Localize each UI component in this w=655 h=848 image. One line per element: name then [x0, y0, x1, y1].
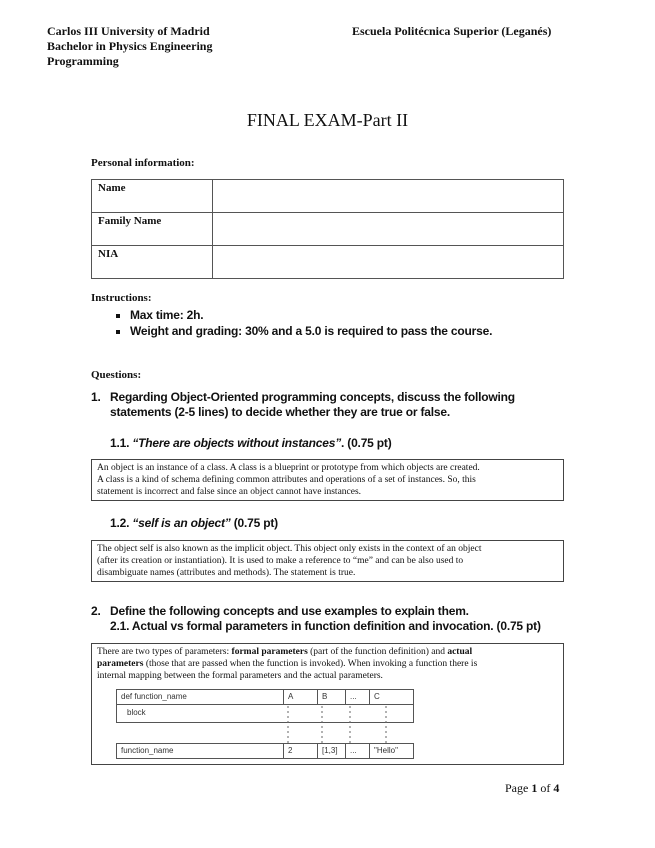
function-invocation-box [116, 743, 414, 759]
question-1-2-statement: “self is an object” [132, 516, 231, 530]
instructions-heading: Instructions: [91, 292, 152, 304]
current-page: 1 [531, 781, 538, 795]
nia-field[interactable] [213, 246, 564, 279]
page-label: Page [505, 781, 532, 795]
def-function-name: def function_name [121, 692, 187, 701]
personal-info-table [91, 179, 564, 279]
actual-param-2: [1,3] [317, 744, 338, 758]
actual-term: actual [447, 647, 473, 657]
call-function-name: function_name [121, 746, 174, 755]
page-of: of [537, 781, 554, 795]
actual-param-1: 2 [283, 744, 292, 758]
question-1-1-statement: “There are objects without instances” [132, 436, 342, 450]
answer-1-1-line-3: statement is incorrect and false since an object cannot have instances. [97, 487, 362, 497]
school-name: Escuela Politécnica Superior (Leganés) [352, 24, 552, 38]
header-left [47, 24, 212, 69]
name-field[interactable] [213, 180, 564, 213]
family-name-label: Family Name [92, 213, 213, 246]
answer-1-2-box [91, 540, 564, 582]
answer-1-1-line-2: A class is a kind of schema defining common attributes and operations of a set of instances. So, this [97, 475, 476, 485]
question-1-text [110, 390, 515, 420]
table-row [92, 213, 564, 246]
question-1-number: 1. [91, 390, 101, 404]
answer-2-1-text-3: (those that are passed when the function is invoked). When invoking a function there is [143, 659, 478, 669]
question-1-1-points: . (0.75 pt) [341, 436, 392, 450]
personal-info-heading: Personal information: [91, 157, 195, 169]
answer-2-1-text-1: There are two types of parameters: [97, 647, 232, 657]
list-item: ▪ Max time: 2h. [130, 308, 492, 322]
formal-parameters-term: formal parameters [231, 647, 308, 657]
question-1-2-number: 1.2. [110, 516, 130, 530]
name-label: Name [92, 180, 213, 213]
answer-1-1-box [91, 459, 564, 501]
total-pages: 4 [553, 781, 560, 795]
question-1-1-number: 1.1. [110, 436, 130, 450]
answer-2-1-text-2: (part of the function definition) and [307, 647, 448, 657]
answer-2-1-line-1 [97, 646, 558, 658]
question-1-2-points: (0.75 pt) [230, 516, 278, 530]
question-2-text [110, 604, 541, 634]
question-2-1-heading: 2.1. Actual vs formal parameters in function definition and invocation. (0.75 pt) [110, 619, 541, 633]
answer-2-1-line-3: internal mapping between the formal parameters and the actual parameters. [97, 671, 383, 681]
formal-param-a: A [283, 690, 293, 704]
question-2-number: 2. [91, 604, 101, 618]
table-row [92, 180, 564, 213]
parameters-term: parameters [97, 659, 144, 669]
answer-1-2-line-3: disambiguate names (attributes and methods). The statement is true. [97, 568, 356, 578]
question-2-line-1: Define the following concepts and use examples to explain them. [110, 604, 469, 618]
formal-param-ellipsis: ... [345, 690, 357, 704]
formal-param-c: C [369, 690, 380, 704]
page-number [505, 781, 559, 796]
degree-name: Bachelor in Physics Engineering [47, 39, 213, 53]
definition-row [117, 690, 413, 705]
answer-2-1-line-2 [97, 658, 558, 670]
question-1-1-heading [110, 436, 392, 451]
family-name-field[interactable] [213, 213, 564, 246]
answer-1-2-line-1: The object self is also known as the implicit object. This object only exists in the context of an object [97, 544, 482, 554]
answer-1-1-line-1: An object is an instance of a class. A class is a blueprint or prototype from which objects are created. [97, 463, 480, 473]
course-name: Programming [47, 54, 119, 68]
formal-param-b: B [317, 690, 327, 704]
instructions-list [92, 308, 492, 340]
list-item: ▪ Weight and grading: 30% and a 5.0 is required to pass the course. [130, 324, 492, 338]
actual-param-ellipsis: ... [345, 744, 357, 758]
question-1-line-2: statements (2-5 lines) to decide whether they are true or false. [110, 405, 450, 419]
nia-label: NIA [92, 246, 213, 279]
page-title: FINAL EXAM-Part II [246, 110, 409, 130]
question-1-2-heading [110, 516, 278, 531]
answer-2-1-box [91, 643, 564, 765]
table-row [92, 246, 564, 279]
block-label: block [127, 708, 146, 717]
actual-param-3: "Hello" [369, 744, 398, 758]
university-name: Carlos III University of Madrid [47, 24, 210, 38]
question-1-line-1: Regarding Object-Oriented programming concepts, discuss the following [110, 390, 515, 404]
answer-1-2-line-2: (after its creation or instantiation). It is used to make a reference to “me” and can be also used to [97, 556, 464, 566]
questions-heading: Questions: [91, 369, 142, 381]
